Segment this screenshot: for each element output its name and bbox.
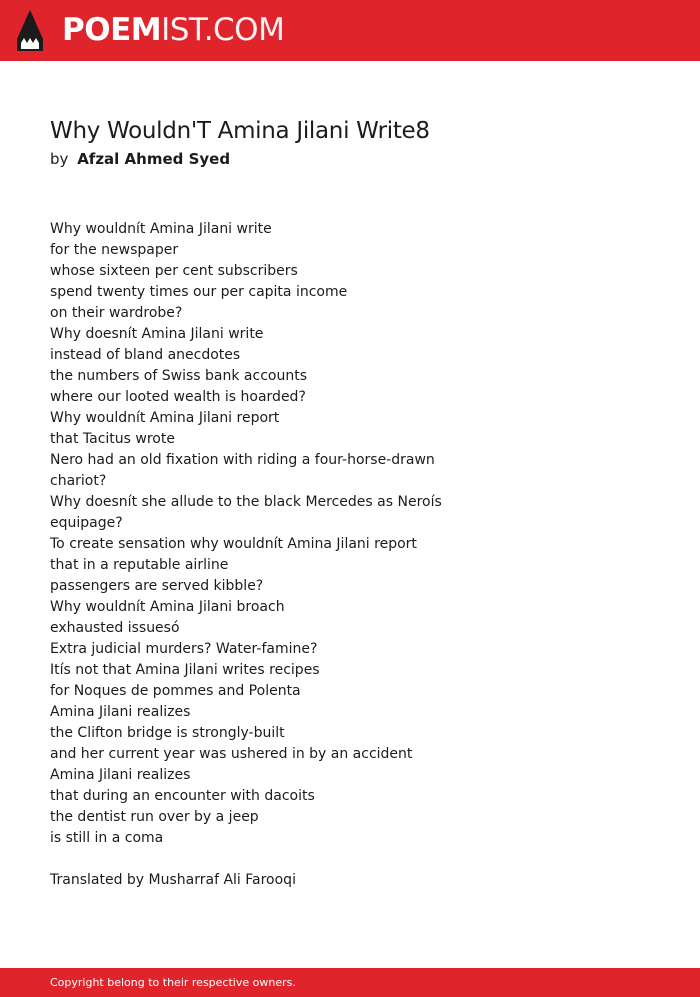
poem-line: for the newspaper <box>50 242 179 258</box>
poem-line: for Noques de pommes and Polenta <box>50 683 301 699</box>
poem-line: is still in a coma <box>50 830 164 846</box>
poem-line: Amina Jilani realizes <box>50 767 191 783</box>
poem-title: Why Wouldn'T Amina Jilani Write8 <box>50 118 430 144</box>
poem-line: that in a reputable airline <box>50 557 229 573</box>
poem-line: that during an encounter with dacoits <box>50 788 315 804</box>
poem-line: spend twenty times our per capita income <box>50 284 348 300</box>
poem-line: Extra judicial murders? Water-famine? <box>50 641 318 657</box>
poem-line: Itís not that Amina Jilani writes recipes <box>50 662 320 678</box>
poem-line: passengers are served kibble? <box>50 578 264 594</box>
copyright-notice: Copyright belong to their respective owners. <box>50 976 296 989</box>
poem-line: the dentist run over by a jeep <box>50 809 259 825</box>
byline <box>50 148 230 170</box>
poem-line: chariot? <box>50 473 107 489</box>
poem-line: To create sensation why wouldnít Amina Jilani report <box>50 536 417 552</box>
poem-body <box>50 219 610 849</box>
pencil-tip-icon[interactable] <box>16 9 44 53</box>
translator-note: Translated by Musharraf Ali Farooqi <box>50 872 296 888</box>
poem-line: exhausted issuesó <box>50 620 180 636</box>
poem-line: instead of bland anecdotes <box>50 347 241 363</box>
poem-line: Why doesnít she allude to the black Mercedes as Neroís <box>50 494 442 510</box>
poem-line: Why wouldnít Amina Jilani write <box>50 221 272 237</box>
site-footer <box>0 968 700 997</box>
poem-line: Nero had an old fixation with riding a four-horse-drawn <box>50 452 435 468</box>
logo-bold-text: POEM <box>62 12 162 48</box>
poem-line: Why doesnít Amina Jilani write <box>50 326 264 342</box>
poem-line: the Clifton bridge is strongly-built <box>50 725 285 741</box>
poem-line: Amina Jilani realizes <box>50 704 191 720</box>
poem-line: and her current year was ushered in by an accident <box>50 746 413 762</box>
by-label: by <box>50 150 69 168</box>
poem-line: on their wardrobe? <box>50 305 183 321</box>
author-name: Afzal Ahmed Syed <box>77 150 231 168</box>
poem-line: Why wouldnít Amina Jilani report <box>50 410 280 426</box>
poem-line: where our looted wealth is hoarded? <box>50 389 306 405</box>
poem-line: whose sixteen per cent subscribers <box>50 263 298 279</box>
poem-line: Why wouldnít Amina Jilani broach <box>50 599 285 615</box>
poem-line: the numbers of Swiss bank accounts <box>50 368 307 384</box>
logo-light-text: IST.COM <box>161 12 285 48</box>
poem-line: equipage? <box>50 515 123 531</box>
site-logo[interactable] <box>62 12 284 48</box>
site-header <box>0 0 700 61</box>
poem-line: that Tacitus wrote <box>50 431 175 447</box>
